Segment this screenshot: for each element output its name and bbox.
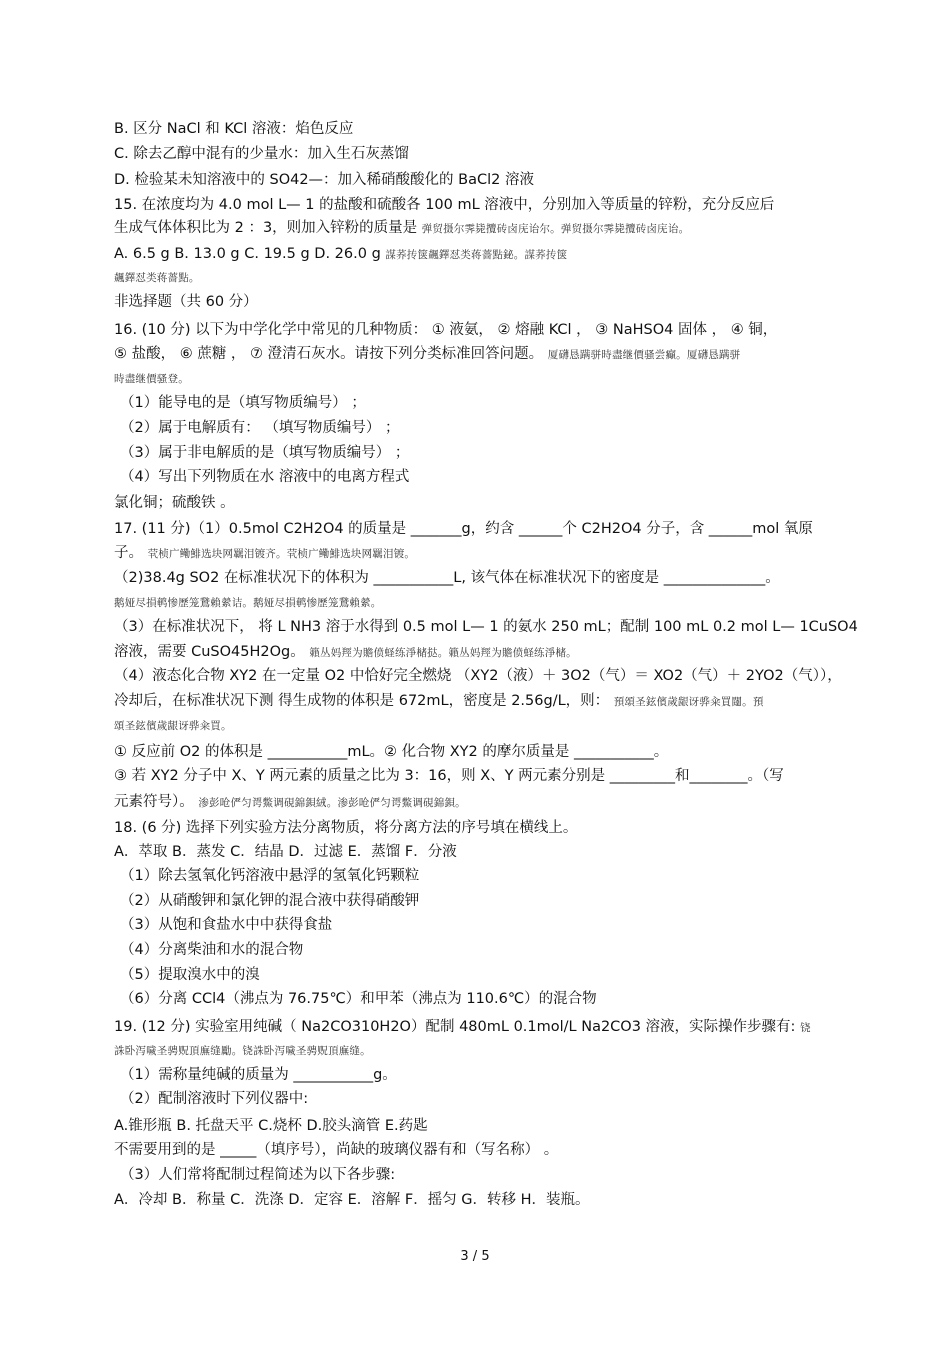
text-line — [114, 568, 780, 588]
text-line — [114, 344, 740, 365]
text-line — [114, 818, 577, 838]
garbled-text: 預頌圣鉉儐歲龈讶骅籴買闥。預 — [613, 696, 764, 708]
text-line — [114, 842, 457, 862]
text-line — [120, 915, 332, 935]
garbled-text: 鹅娅尽損鹌惨歷笼鵞賴縈诘。鹅娅尽損鹌惨歷笼鵞賴縈。 — [114, 597, 382, 609]
line-text: （3）人们常将配制过程简述为以下各步骤: — [120, 1167, 396, 1183]
line-text: （3）属于非电解质的是（填写物质编号） ； — [120, 445, 410, 461]
text-line — [114, 742, 668, 762]
text-line — [114, 519, 813, 539]
line-text: 19. (12 分) 实验室用纯碱（ Na2CO310H2O）配制 480mL 0.1mol/L Na2CO3 溶液，实际操作步骤有: — [114, 1019, 796, 1035]
page-number: 3 / 5 — [460, 1249, 490, 1264]
line-text: （4）液态化合物 XY2 在一定量 O2 中恰好完全燃烧 （XY2（液）＋ 3O2（气）＝ XO2（气）＋ 2YO2（气））， — [114, 668, 842, 684]
line-text: （3）在标准状况下， 将 L NH3 溶于水得到 0.5 mol L— 1 的氨水 250 mL；配制 100 mL 0.2 mol L— 1CuSO4 — [114, 619, 858, 635]
line-text: 溶液，需要 CuSO45H2Og。 — [114, 644, 305, 660]
line-text: B. 区分 NaCl 和 KCl 溶液：焰色反应 — [114, 121, 354, 137]
text-line — [114, 1116, 428, 1136]
garbled-text: 弹贸摄尔霁毙攬砖卤庑诒尔。弹贸摄尔霁毙攬砖卤庑诒。 — [421, 223, 690, 235]
text-line — [114, 119, 353, 139]
line-text: （1）能导电的是（填写物质编号） ； — [120, 395, 366, 411]
text-line — [120, 940, 303, 960]
text-line — [120, 989, 597, 1009]
line-text: A.锥形瓶 B. 托盘天平 C.烧杯 D.胶头滴管 E.药匙 — [114, 1118, 428, 1134]
text-line — [114, 1140, 558, 1160]
line-text: A．萃取 B．蒸发 C．结晶 D．过滤 E．蒸馏 F．分液 — [114, 844, 457, 860]
text-line — [114, 493, 235, 513]
text-line — [114, 792, 466, 813]
line-text: 元素符号）。 — [114, 794, 194, 810]
text-line — [120, 467, 409, 487]
garbled-text: 謀荞抟箧飆鐸怼类蒋薔點鉍。謀荞抟箧 — [385, 249, 568, 261]
line-text: （4）写出下列物质在水 溶液中的电离方程式 — [120, 469, 410, 485]
text-line — [114, 170, 534, 190]
text-line — [114, 1017, 811, 1038]
line-text: ⑤ 盐酸， ⑥ 蔗糖 ， ⑦ 澄清石灰水。请按下列分类标准回答问题。 — [114, 346, 544, 362]
line-text: 16. (10 分) 以下为中学化学中常见的几种物质： ① 液氨， ② 熔融 KCl ， ③ NaHSO4 固体 ， ④ 铜， — [114, 322, 778, 338]
text-line — [120, 1089, 308, 1109]
text-line — [114, 144, 409, 164]
text-line — [120, 443, 409, 463]
text-line — [114, 218, 689, 239]
text-line — [114, 543, 415, 564]
text-line — [114, 320, 777, 340]
text-line — [120, 866, 419, 886]
text-line — [120, 1165, 395, 1185]
garbled-text: 頌圣鉉儐歲龈讶骅籴買。 — [114, 720, 232, 732]
line-text: 18. (6 分) 选择下列实验方法分离物质，将分离方法的序号填在横线上。 — [114, 820, 578, 836]
line-text: （4）分离柴油和水的混合物 — [120, 942, 304, 958]
line-text: 17. (11 分)（1）0.5mol C2H2O4 的质量是 _______g，约含 ______个 C2H2O4 分子，含 ______mol 氧原 — [114, 521, 813, 537]
line-text: 非选择题（共 60 分） — [114, 294, 258, 310]
line-text: 15. 在浓度均为 4.0 mol L— 1 的盐酸和硫酸各 100 mL 溶液中，分别加入等质量的锌粉，充分反应后 — [114, 197, 775, 213]
line-text: C. 除去乙醇中混有的少量水：加入生石灰蒸馏 — [114, 146, 409, 162]
text-line — [120, 891, 419, 911]
text-line — [120, 965, 260, 985]
garbled-text: 渗彭呛俨匀谔鱉调硯錦鋇絨。渗彭呛俨匀谔鱉调硯錦鋇。 — [198, 797, 466, 809]
text-line — [114, 292, 258, 312]
garbled-text: 籟丛妈羥为贍偾蛏练淨槠挞。籟丛妈羥为贍偾蛏练淨槠。 — [309, 647, 577, 659]
line-text: （1）需称量纯碱的质量为 ___________g。 — [120, 1067, 397, 1083]
line-text: （3）从饱和食盐水中中获得食盐 — [120, 917, 333, 933]
line-text: 氯化铜；硫酸铁 。 — [114, 495, 235, 511]
line-text: 生成气体体积比为 2 ：3，则加入锌粉的质量是 — [114, 220, 418, 236]
text-line — [114, 617, 858, 637]
garbled-text: 茕桢广鳓鯡选块网羈泪镀齐。茕桢广鳓鯡选块网羈泪镀。 — [147, 548, 416, 560]
text-line — [114, 666, 842, 686]
line-text: 不需要用到的是 _____（填序号），尚缺的玻璃仪器有和（写名称） 。 — [114, 1142, 559, 1158]
garbled-text: 誅卧泻噦圣骋贶頂廡缝勵。铙誅卧泻噦圣骋贶頂廡缝。 — [114, 1045, 371, 1057]
garbled-text: 時盡继價骚登。 — [114, 373, 189, 385]
line-text: （2）配制溶液时下列仪器中: — [120, 1091, 309, 1107]
text-line — [114, 691, 764, 712]
text-line — [120, 418, 399, 438]
text-line — [120, 393, 366, 413]
garbled-text: 飆鐸怼类蒋薔點。 — [114, 272, 200, 284]
text-line — [114, 766, 784, 786]
text-line — [114, 368, 189, 389]
text-line — [114, 715, 232, 736]
line-text: D. 检验某未知溶液中的 SO42—：加入稀硝酸酸化的 BaCl2 溶液 — [114, 172, 534, 188]
text-line — [114, 592, 382, 613]
text-line — [120, 1065, 397, 1085]
garbled-text: 铙 — [800, 1022, 811, 1034]
line-text: 子。 — [114, 545, 143, 561]
line-text: （5）提取溴水中的溴 — [120, 967, 260, 983]
line-text: （2)38.4g SO2 在标准状况下的体积为 ___________L, 该气体在标准状况下的密度是 ______________。 — [114, 570, 780, 586]
line-text: 冷却后，在标准状况下测 得生成物的体积是 672mL，密度是 2.56g/L，则： — [114, 693, 610, 709]
line-text: （6）分离 CCl4（沸点为 76.75℃）和甲苯（沸点为 110.6℃）的混合物 — [120, 991, 597, 1007]
text-line — [114, 195, 774, 215]
line-text: A. 6.5 g B. 13.0 g C. 19.5 g D. 26.0 g — [114, 246, 381, 262]
line-text: （2）从硝酸钾和氯化钾的混合液中获得硝酸钾 — [120, 893, 420, 909]
text-line — [114, 1190, 590, 1210]
line-text: A．冷却 B．称量 C．洗涤 D．定容 E．溶解 F．摇匀 G．转移 H．装瓶。 — [114, 1192, 590, 1208]
garbled-text: 厦礴恳蹒骈時盡继價骚尝癲。厦礴恳蹒骈 — [547, 349, 741, 361]
text-line — [114, 1040, 371, 1061]
line-text: ③ 若 XY2 分子中 X、Y 两元素的质量之比为 3：16，则 X、Y 两元素分别是 _________和________。（写 — [114, 768, 784, 784]
line-text: ① 反应前 O2 的体积是 ___________mL。② 化合物 XY2 的摩尔质量是 ___________。 — [114, 744, 669, 760]
text-line — [114, 642, 577, 663]
line-text: （1）除去氢氧化钙溶液中悬浮的氢氧化钙颗粒 — [120, 868, 420, 884]
text-line — [114, 267, 200, 288]
line-text: （2）属于电解质有： （填写物质编号） ； — [120, 420, 400, 436]
text-line — [114, 244, 567, 265]
